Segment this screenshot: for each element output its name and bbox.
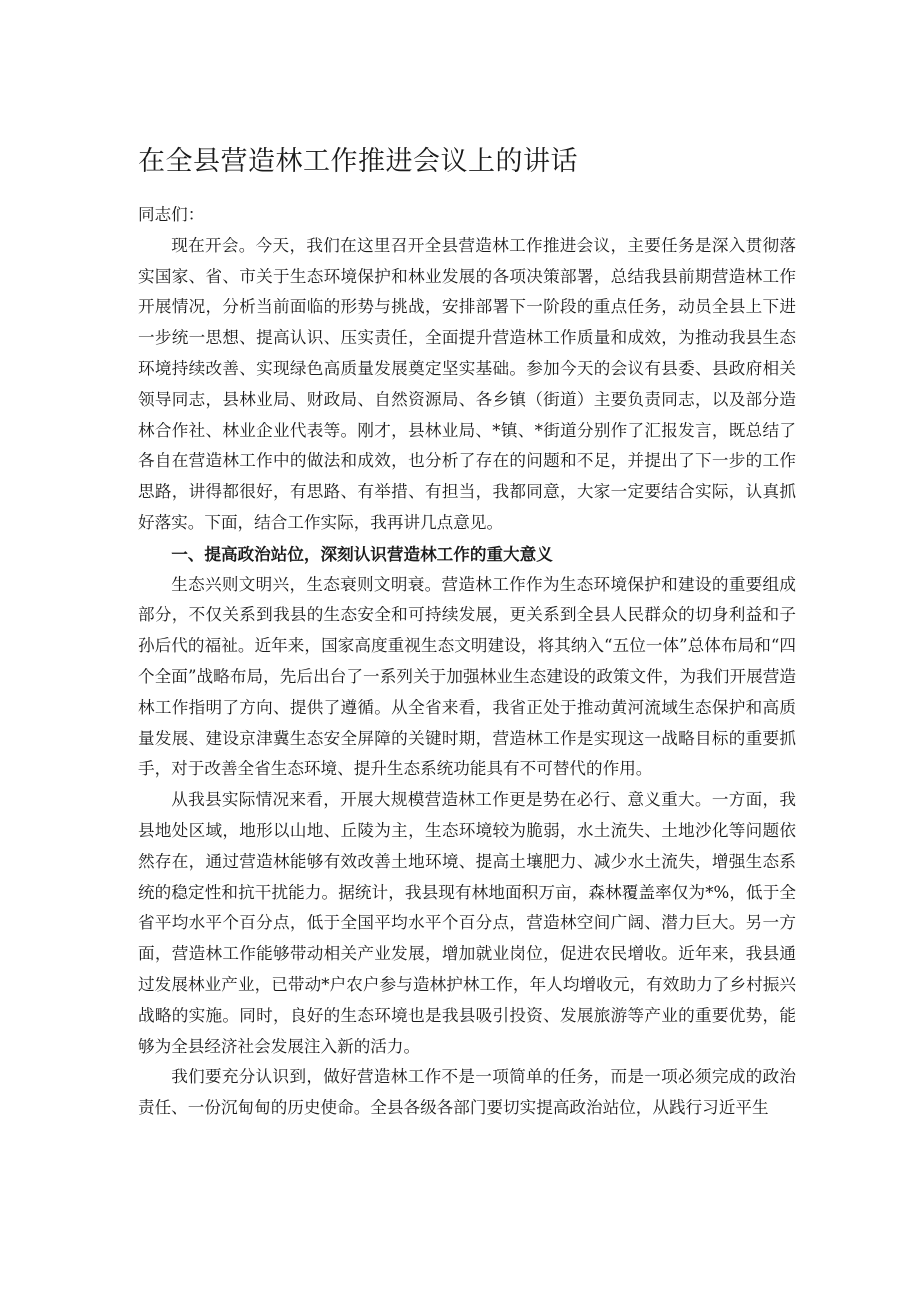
paragraph-county-situation: 从我县实际情况来看，开展大规模营造林工作更是势在必行、意义重大。一方面，我县地处区域，地形以山地、丘陵为主，生态环境较为脆弱，水土流失、土地沙化等问题依然存在，通过营造林能够有效改善土地环境、提高土壤肥力、减少水土流失，增强生态系统的稳定性和抗干扰能力。据统计，我县现有林地面积万亩，森林覆盖率仅为*%，低于全省平均水平个百分点，低于全国平均水平个百分点，营造林空间广阔、潜力巨大。另一方面，营造林工作能够带动相关产业发展，增加就业岗位，促进农民增收。近年来，我县通过发展林业产业，已带动*户农户参与造林护林工作，年人均增收元，有效助力了乡村振兴战略的实施。同时，良好的生态环境也是我县吸引投资、发展旅游等产业的重要优势，能够为全县经济社会发展注入新的活力。 (138, 790, 796, 1056)
paragraph-opening: 现在开会。今天，我们在这里召开全县营造林工作推进会议，主要任务是深入贯彻落实国家、省、市关于生态环境保护和林业发展的各项决策部署，总结我县前期营造林工作开展情况，分析当前面临的形势与挑战，安排部署下一阶段的重点任务，动员全县上下进一步统一思想、提高认识、压实责任，全面提升营造林工作质量和成效，为推动我县生态环境持续改善、实现绿色高质量发展奠定坚实基础。参加今天的会议有县委、县政府相关领导同志，县林业局、财政局、自然资源局、各乡镇（街道）主要负责同志，以及部分造林合作社、林业企业代表等。刚才，县林业局、*镇、*街道分别作了汇报发言，既总结了各自在营造林工作中的做法和成效，也分析了存在的问题和不足，并提出了下一步的工作思路，讲得都很好，有思路、有举措、有担当，我都同意，大家一定要结合实际，认真抓好落实。下面，结合工作实际，我再讲几点意见。 (138, 235, 796, 532)
paragraph-responsibility: 我们要充分认识到，做好营造林工作不是一项简单的任务，而是一项必须完成的政治责任、一份沉甸甸的历史使命。全县各级各部门要切实提高政治站位，从践行习近平生 (138, 1067, 796, 1118)
document-body (138, 200, 796, 1124)
section-heading-1: 一、提高政治站位，深刻认识营造林工作的重大意义 (171, 543, 553, 564)
document-title: 在全县营造林工作推进会议上的讲话 (138, 146, 578, 177)
greeting: 同志们： (138, 205, 205, 224)
paragraph-significance: 生态兴则文明兴，生态衰则文明衰。营造林工作作为生态环境保护和建设的重要组成部分，不仅关系到我县的生态安全和可持续发展，更关系到全县人民群众的切身利益和子孙后代的福祉。近年来，国家高度重视生态文明建设，将其纳入“五位一体”总体布局和“四个全面”战略布局，先后出台了一系列关于加强林业生态建设的政策文件，为我们开展营造林工作指明了方向、提供了遵循。从全省来看，我省正处于推动黄河流域生态保护和高质量发展、建设京津冀生态安全屏障的关键时期，营造林工作是实现这一战略目标的重要抓手，对于改善全省生态环境、提升生态系统功能具有不可替代的作用。 (138, 574, 796, 779)
